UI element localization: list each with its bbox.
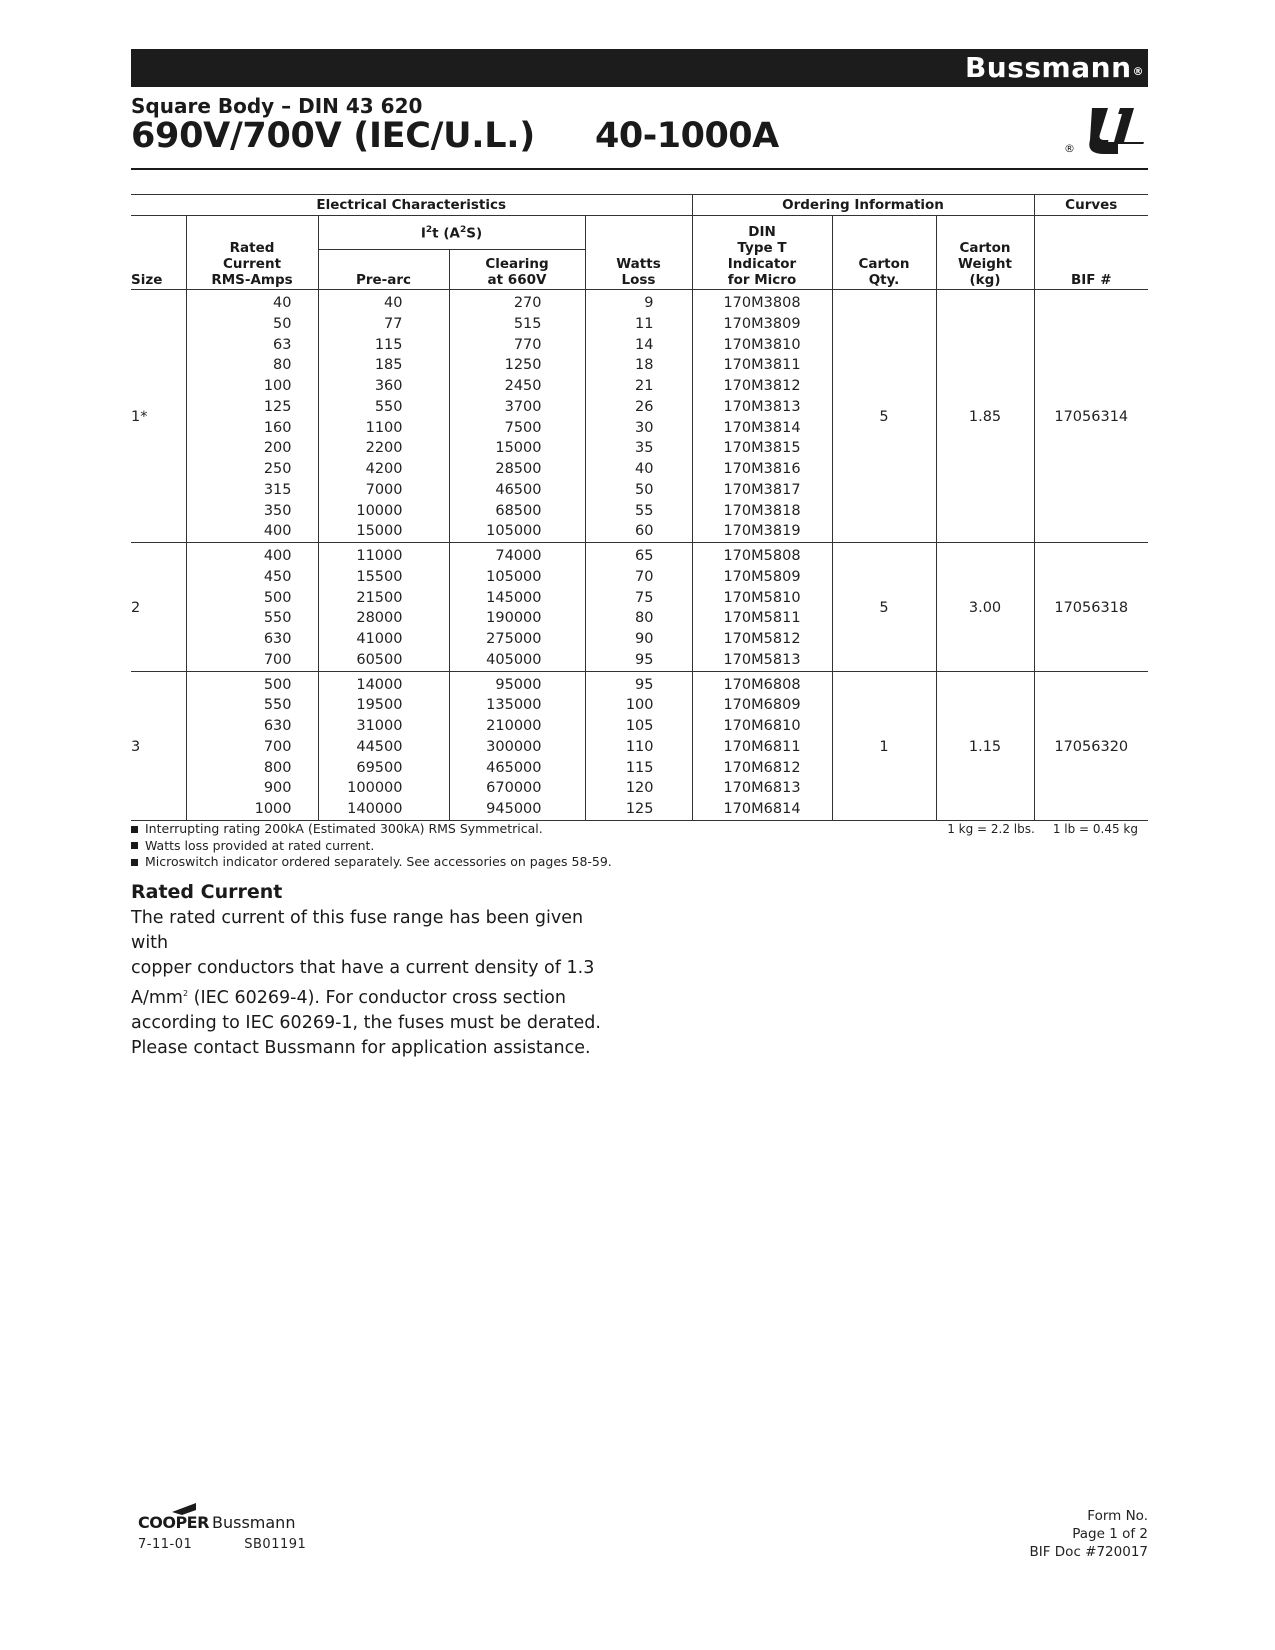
header-pre-arc: Pre-arc: [318, 250, 449, 290]
cell-din-catalog: 170M3818: [692, 501, 832, 522]
bullet-square-icon: [131, 859, 138, 866]
cell-rated-current: 200: [186, 438, 318, 459]
cell-clearing: 2450: [449, 376, 585, 397]
cell-din-catalog: 170M3815: [692, 438, 832, 459]
cell-pre-arc: 7000: [318, 480, 449, 501]
cell-carton-qty: 5: [832, 290, 936, 543]
group-ordering: Ordering Information: [692, 195, 1034, 216]
footer-doc-code: SB01191: [244, 1537, 307, 1552]
footnote: Interrupting rating 200kA (Estimated 300kA) RMS Symmetrical.: [131, 821, 1148, 838]
cell-rated-current: 125: [186, 397, 318, 418]
cell-watts-loss: 65: [585, 543, 692, 567]
cell-din-catalog: 170M3819: [692, 521, 832, 542]
table-row: [131, 671, 1148, 695]
cell-clearing: 105000: [449, 521, 585, 542]
cell-clearing: 3700: [449, 397, 585, 418]
cell-rated-current: 500: [186, 671, 318, 695]
footnote: Watts loss provided at rated current.: [131, 838, 1148, 855]
header-i2t: $I^2t$ $(A^2S)$: [318, 216, 585, 250]
cell-clearing: 515: [449, 314, 585, 335]
cell-clearing: 270: [449, 290, 585, 314]
cell-clearing: 74000: [449, 543, 585, 567]
cell-carton-weight: 1.85: [936, 290, 1034, 543]
cell-pre-arc: 2200: [318, 438, 449, 459]
cell-watts-loss: 75: [585, 588, 692, 609]
svg-text:Bussmann: Bussmann: [212, 1513, 296, 1532]
cell-clearing: 7500: [449, 418, 585, 439]
cell-watts-loss: 125: [585, 799, 692, 820]
cell-pre-arc: 31000: [318, 716, 449, 737]
cell-din-catalog: 170M3817: [692, 480, 832, 501]
cell-din-catalog: 170M3808: [692, 290, 832, 314]
cell-pre-arc: 14000: [318, 671, 449, 695]
cell-clearing: 945000: [449, 799, 585, 820]
cell-clearing: 300000: [449, 737, 585, 758]
cell-rated-current: 500: [186, 588, 318, 609]
cell-pre-arc: 10000: [318, 501, 449, 522]
cell-clearing: 68500: [449, 501, 585, 522]
unit-conversions: 1 kg = 2.2 lbs. 1 lb = 0.45 kg: [947, 822, 1138, 836]
cell-pre-arc: 44500: [318, 737, 449, 758]
cell-din-catalog: 170M5812: [692, 629, 832, 650]
cell-size: 3: [131, 671, 186, 820]
cell-rated-current: 350: [186, 501, 318, 522]
cell-din-catalog: 170M3813: [692, 397, 832, 418]
cell-din-catalog: 170M5811: [692, 608, 832, 629]
header-din-indicator: DIN Type T Indicator for Micro: [692, 216, 832, 290]
cell-rated-current: 50: [186, 314, 318, 335]
cell-watts-loss: 21: [585, 376, 692, 397]
cell-watts-loss: 120: [585, 778, 692, 799]
cell-rated-current: 63: [186, 335, 318, 356]
cell-bif: 17056318: [1034, 543, 1148, 672]
cell-rated-current: 630: [186, 716, 318, 737]
cell-pre-arc: 550: [318, 397, 449, 418]
cell-rated-current: 80: [186, 355, 318, 376]
cell-rated-current: 315: [186, 480, 318, 501]
cell-watts-loss: 95: [585, 671, 692, 695]
cell-watts-loss: 11: [585, 314, 692, 335]
cell-pre-arc: 11000: [318, 543, 449, 567]
header-watts-loss: Watts Loss: [585, 216, 692, 290]
cell-pre-arc: 41000: [318, 629, 449, 650]
cell-clearing: 145000: [449, 588, 585, 609]
header-bif: BIF #: [1034, 216, 1148, 290]
cell-watts-loss: 90: [585, 629, 692, 650]
header-carton-qty: Carton Qty.: [832, 216, 936, 290]
cell-clearing: 405000: [449, 650, 585, 671]
cell-rated-current: 100: [186, 376, 318, 397]
cell-rated-current: 400: [186, 521, 318, 542]
bullet-square-icon: [131, 826, 138, 833]
cell-bif: 17056314: [1034, 290, 1148, 543]
cell-watts-loss: 110: [585, 737, 692, 758]
cell-clearing: 135000: [449, 695, 585, 716]
cell-clearing: 770: [449, 335, 585, 356]
cell-din-catalog: 170M6814: [692, 799, 832, 820]
header-rated-current: Rated Current RMS-Amps: [186, 216, 318, 290]
cell-pre-arc: 360: [318, 376, 449, 397]
cell-pre-arc: 60500: [318, 650, 449, 671]
cell-pre-arc: 28000: [318, 608, 449, 629]
form-number: Form No.: [1087, 1508, 1148, 1524]
cell-clearing: 190000: [449, 608, 585, 629]
cell-watts-loss: 35: [585, 438, 692, 459]
cell-carton-qty: 5: [832, 543, 936, 672]
cell-watts-loss: 14: [585, 335, 692, 356]
cell-watts-loss: 40: [585, 459, 692, 480]
cell-carton-qty: 1: [832, 671, 936, 820]
cell-din-catalog: 170M6811: [692, 737, 832, 758]
brand-bar: [131, 49, 1148, 87]
footer-doc-info: [1029, 1507, 1148, 1561]
cell-rated-current: 700: [186, 737, 318, 758]
bif-doc-number: BIF Doc #720017: [1029, 1544, 1148, 1560]
cell-carton-weight: 1.15: [936, 671, 1034, 820]
brand-name: Bussmann®: [964, 51, 1144, 84]
table-row: [131, 543, 1148, 567]
cell-pre-arc: 100000: [318, 778, 449, 799]
cell-rated-current: 400: [186, 543, 318, 567]
cell-pre-arc: 21500: [318, 588, 449, 609]
cell-clearing: 1250: [449, 355, 585, 376]
cell-rated-current: 900: [186, 778, 318, 799]
registered-mark: ®: [1132, 65, 1144, 78]
cell-watts-loss: 26: [585, 397, 692, 418]
table-row: [131, 290, 1148, 314]
cell-din-catalog: 170M3809: [692, 314, 832, 335]
rated-current-paragraph: The rated current of this fuse range has been given with copper conductors that have a current density of 1.3 $A/mm^2$ (IEC 60269-4). For conductor cross section according to IEC 60269-1, the fuses must be derated. Please contact Bussmann for application assistance.: [131, 908, 601, 1058]
cell-carton-weight: 3.00: [936, 543, 1034, 672]
cell-pre-arc: 4200: [318, 459, 449, 480]
cell-din-catalog: 170M5808: [692, 543, 832, 567]
cell-din-catalog: 170M3810: [692, 335, 832, 356]
cooper-bussmann-logo: [138, 1500, 303, 1532]
cell-watts-loss: 70: [585, 567, 692, 588]
ul-registered-mark: ®: [1064, 142, 1075, 155]
cell-pre-arc: 1100: [318, 418, 449, 439]
cell-pre-arc: 140000: [318, 799, 449, 820]
cell-clearing: 275000: [449, 629, 585, 650]
group-electrical: Electrical Characteristics: [131, 195, 692, 216]
cell-pre-arc: 115: [318, 335, 449, 356]
title-divider: [131, 168, 1148, 170]
rated-current-heading: Rated Current: [131, 881, 283, 903]
group-header-row: [131, 195, 1148, 216]
cell-bif: 17056320: [1034, 671, 1148, 820]
footer-codes: [138, 1537, 306, 1552]
cell-din-catalog: 170M3812: [692, 376, 832, 397]
ul-listing-logo: [1064, 104, 1148, 156]
cell-watts-loss: 9: [585, 290, 692, 314]
cell-din-catalog: 170M6809: [692, 695, 832, 716]
cell-rated-current: 700: [186, 650, 318, 671]
cell-watts-loss: 18: [585, 355, 692, 376]
cell-clearing: 105000: [449, 567, 585, 588]
cell-clearing: 95000: [449, 671, 585, 695]
cell-pre-arc: 15000: [318, 521, 449, 542]
cell-clearing: 15000: [449, 438, 585, 459]
cell-rated-current: 250: [186, 459, 318, 480]
cell-watts-loss: 60: [585, 521, 692, 542]
cell-watts-loss: 100: [585, 695, 692, 716]
cell-watts-loss: 30: [585, 418, 692, 439]
header-carton-weight: Carton Weight (kg): [936, 216, 1034, 290]
cell-din-catalog: 170M6808: [692, 671, 832, 695]
cell-clearing: 46500: [449, 480, 585, 501]
fuse-spec-table: [131, 194, 1148, 821]
cell-clearing: 465000: [449, 758, 585, 779]
footer-date: 7-11-01: [138, 1537, 193, 1552]
cell-din-catalog: 170M5813: [692, 650, 832, 671]
header-size: Size: [131, 216, 186, 290]
cell-clearing: 210000: [449, 716, 585, 737]
product-subtitle: Square Body – DIN 43 620: [131, 94, 423, 118]
cell-pre-arc: 77: [318, 314, 449, 335]
cell-watts-loss: 50: [585, 480, 692, 501]
cell-din-catalog: 170M6812: [692, 758, 832, 779]
amp-range: 40-1000A: [595, 116, 779, 156]
cell-watts-loss: 105: [585, 716, 692, 737]
svg-text:COOPER: COOPER: [138, 1513, 209, 1532]
footnotes: [131, 821, 1148, 871]
cell-clearing: 670000: [449, 778, 585, 799]
cell-rated-current: 630: [186, 629, 318, 650]
cell-watts-loss: 115: [585, 758, 692, 779]
group-curves: Curves: [1034, 195, 1148, 216]
column-header-row: [131, 216, 1148, 250]
cell-din-catalog: 170M3811: [692, 355, 832, 376]
cell-pre-arc: 69500: [318, 758, 449, 779]
table-body: [131, 290, 1148, 821]
cell-rated-current: 800: [186, 758, 318, 779]
cell-watts-loss: 80: [585, 608, 692, 629]
cell-size: 2: [131, 543, 186, 672]
cell-rated-current: 450: [186, 567, 318, 588]
cell-din-catalog: 170M6813: [692, 778, 832, 799]
cell-pre-arc: 185: [318, 355, 449, 376]
cell-pre-arc: 15500: [318, 567, 449, 588]
cell-pre-arc: 19500: [318, 695, 449, 716]
page-number: Page 1 of 2: [1072, 1526, 1148, 1542]
cell-rated-current: 40: [186, 290, 318, 314]
cell-din-catalog: 170M3816: [692, 459, 832, 480]
cell-din-catalog: 170M5809: [692, 567, 832, 588]
cell-clearing: 28500: [449, 459, 585, 480]
cell-size: 1*: [131, 290, 186, 543]
cell-din-catalog: 170M6810: [692, 716, 832, 737]
cell-din-catalog: 170M5810: [692, 588, 832, 609]
cell-watts-loss: 95: [585, 650, 692, 671]
cell-rated-current: 550: [186, 695, 318, 716]
bullet-square-icon: [131, 842, 138, 849]
cell-pre-arc: 40: [318, 290, 449, 314]
cell-rated-current: 1000: [186, 799, 318, 820]
header-clearing: Clearing at 660V: [449, 250, 585, 290]
footnote: Microswitch indicator ordered separately. See accessories on pages 58-59.: [131, 854, 1148, 871]
product-title: 690V/700V (IEC/U.L.): [131, 116, 535, 156]
cell-din-catalog: 170M3814: [692, 418, 832, 439]
cell-rated-current: 160: [186, 418, 318, 439]
cell-rated-current: 550: [186, 608, 318, 629]
cell-watts-loss: 55: [585, 501, 692, 522]
